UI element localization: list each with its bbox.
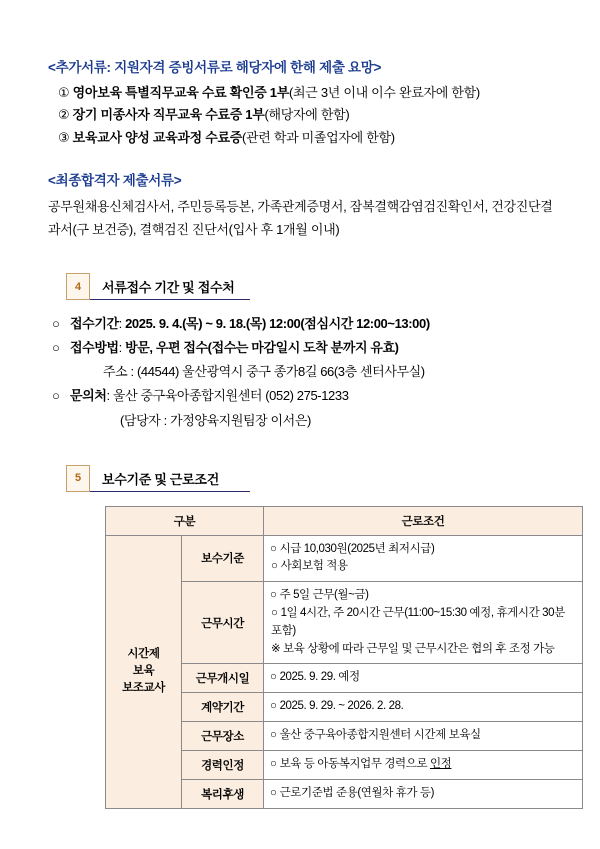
circle-bullet-icon: ○ — [271, 560, 278, 573]
section-4-title: 서류접수 기간 및 접수처 — [90, 273, 250, 300]
section-4-header — [66, 273, 560, 300]
row-label: 보수기준 — [182, 535, 264, 582]
row-value — [264, 750, 583, 779]
item-rest-text: (최근 3년 이내 이수 완료자에 한함) — [288, 85, 480, 100]
value-text: 1일 4시간, 주 20시간 근무(11:00~15:30 예정, 휴게시간 30분 포함) — [271, 607, 565, 637]
list-item: ○ 접수기간: 2025. 9. 4.(목) ~ 9. 18.(목) 12:00(점심시간 12:00~13:00) — [48, 312, 560, 336]
value-text: 2025. 9. 29. ~ 2026. 2. 28. — [279, 700, 404, 713]
extra-docs-list — [48, 82, 560, 149]
value-note: ※ 보육 상황에 따라 근무일 및 근무시간은 협의 후 조정 가능 — [271, 642, 555, 655]
list-item: ○ 접수방법: 방문, 우편 접수(접수는 마감일시 도착 분까지 유효) — [48, 336, 560, 360]
category-label: 시간제 보육 보조교사 — [106, 535, 182, 808]
item-rest-text: (해당자에 한함) — [264, 107, 350, 123]
item-number: ② — [58, 107, 70, 123]
item-number: ① — [58, 85, 70, 100]
circle-bullet-icon: ○ — [270, 671, 277, 684]
section-4 — [48, 273, 560, 432]
value-text: 울산 중구육아종합지원센터 시간제 보육실 — [279, 729, 481, 742]
row-value — [264, 693, 583, 722]
section-5-header — [66, 465, 560, 492]
value-text: 사회보험 적용 — [280, 560, 348, 573]
row-label: 근무시간 — [182, 582, 264, 664]
item-value: 방문, 우편 접수(접수는 마감일시 도착 분까지 유효) — [125, 340, 399, 356]
circle-bullet-icon: ○ — [52, 388, 60, 404]
circle-bullet-icon: ○ — [52, 316, 60, 332]
list-item: ○ 문의처: 울산 중구육아종합지원센터 (052) 275-1233 — [48, 384, 560, 408]
row-value — [264, 722, 583, 751]
item-rest-text: (관련 학과 미졸업자에 한함) — [241, 129, 395, 145]
section-5 — [48, 465, 565, 809]
final-docs-body: 공무원채용신체검사서, 주민등록등본, 가족관계증명서, 잠복결핵감염검진확인서, 건강진단결과서(구 보건증), 결핵검진 진단서(입사 후 1개월 이내) — [48, 199, 553, 238]
item-bold-text: 영아보육 특별직무교육 수료 확인증 1부 — [72, 85, 289, 100]
list-item — [48, 82, 560, 104]
table-header-cell: 구분 — [106, 506, 264, 535]
row-value — [264, 664, 583, 693]
final-docs-heading: <최종합격자 제출서류> — [48, 173, 182, 189]
work-conditions-table — [105, 506, 583, 809]
circle-bullet-icon: ○ — [270, 786, 277, 799]
circle-bullet-icon: ○ — [52, 340, 60, 356]
value-text: 근로기준법 준용(연월차 휴가 등) — [279, 786, 435, 799]
row-label: 경력인정 — [182, 750, 264, 779]
item-bold-text: 장기 미종사자 직무교육 수료증 1부 — [72, 107, 265, 123]
table-header-row — [106, 506, 583, 535]
section-4-number: 4 — [66, 273, 90, 300]
section-4-address: 주소 : (44544) 울산광역시 중구 종가8길 66(3층 센터사무실) — [103, 364, 425, 380]
value-text: 2025. 9. 29. 예정 — [279, 671, 360, 684]
row-label: 근무개시일 — [182, 664, 264, 693]
extra-docs-section — [48, 56, 560, 149]
item-label: 문의처 — [70, 388, 107, 404]
value-text: 보육 등 아동복지업무 경력으로 인정 — [279, 757, 452, 770]
item-number: ③ — [58, 129, 70, 145]
table-header-cell: 근로조건 — [264, 506, 583, 535]
value-text: 주 5일 근무(월~금) — [279, 589, 369, 602]
circle-bullet-icon: ○ — [270, 700, 277, 713]
section-4-list — [48, 312, 560, 360]
value-text: 시급 10,030원(2025년 최저시급) — [279, 542, 435, 555]
section-4-contact-list — [48, 384, 560, 408]
item-bold-text: 보육교사 양성 교육과정 수료증 — [72, 129, 242, 145]
circle-bullet-icon: ○ — [270, 757, 277, 770]
list-item — [48, 104, 560, 126]
row-label: 근무장소 — [182, 722, 264, 751]
extra-docs-heading: <추가서류: 지원자격 증빙서류로 해당자에 한해 제출 요망> — [48, 60, 382, 75]
section-5-number: 5 — [66, 465, 90, 492]
section-4-manager: (담당자 : 가정양육지원팀장 이서은) — [120, 412, 311, 428]
item-value: 2025. 9. 4.(목) ~ 9. 18.(목) 12:00(점심시간 12:00~13:00) — [125, 316, 430, 332]
circle-bullet-icon: ○ — [271, 607, 278, 619]
item-value: 울산 중구육아종합지원센터 (052) 275-1233 — [112, 388, 349, 404]
row-label: 계약기간 — [182, 693, 264, 722]
row-value — [264, 582, 583, 664]
final-docs-section — [48, 169, 560, 241]
circle-bullet-icon: ○ — [270, 589, 277, 602]
row-value — [264, 535, 583, 582]
item-label: 접수방법 — [70, 340, 119, 356]
section-5-title: 보수기준 및 근로조건 — [90, 465, 250, 492]
list-item — [48, 127, 560, 149]
table-row — [106, 535, 583, 582]
row-value — [264, 779, 583, 808]
circle-bullet-icon: ○ — [270, 729, 277, 742]
circle-bullet-icon: ○ — [270, 542, 277, 555]
row-label: 복리후생 — [182, 779, 264, 808]
item-label: 접수기간 — [70, 316, 119, 332]
